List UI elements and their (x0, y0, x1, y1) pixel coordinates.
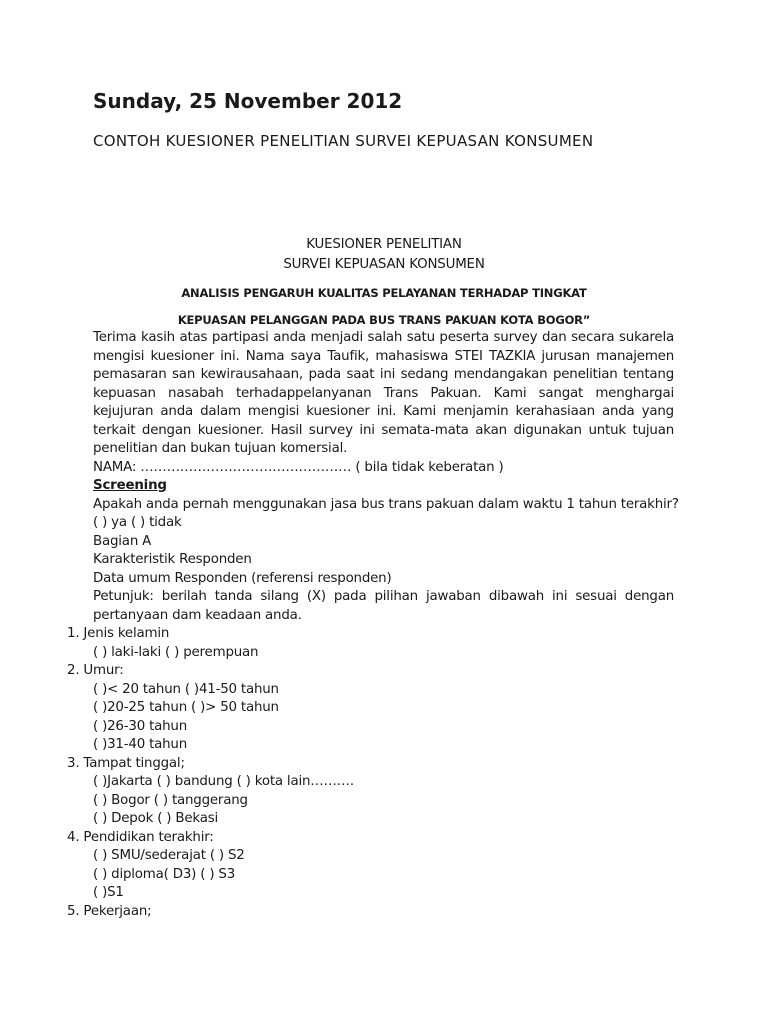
screening-question: Apakah anda pernah menggunakan jasa bus trans pakuan dalam waktu 1 tahun terakhir? (93, 497, 679, 512)
screening-heading: Screening (93, 478, 167, 493)
instruction-line: pertanyaan dam keadaan anda. (93, 608, 302, 623)
section-label: Bagian A (93, 534, 152, 549)
question-options: ( ) SMU/sederajat ( ) S2 (93, 848, 245, 863)
intro-line: Terima kasih atas partipasi anda menjadi salah satu peserta survey dan secara sukarela (93, 330, 674, 345)
question-options: ( )20-25 tahun ( )> 50 tahun (93, 700, 279, 715)
section-subtitle: Karakteristik Responden (93, 552, 252, 567)
question-label: 1. Jenis kelamin (67, 626, 170, 641)
question-options: ( ) diploma( D3) ( ) S3 (93, 867, 236, 882)
heading-kuesioner: KUESIONER PENELITIAN (306, 237, 462, 252)
screening-options: ( ) ya ( ) tidak (93, 515, 182, 530)
heading-survei: SURVEI KEPUASAN KONSUMEN (283, 257, 485, 272)
intro-line: kepuasan nasabah terhadappelanyanan Trans Pakuan. Kami sangat menghargai (93, 386, 674, 401)
heading-analisis: ANALISIS PENGARUH KUALITAS PELAYANAN TERHADAP TINGKAT (181, 286, 587, 300)
question-options: ( )26-30 tahun (93, 719, 187, 734)
post-title: CONTOH KUESIONER PENELITIAN SURVEI KEPUASAN KONSUMEN (93, 132, 594, 150)
question-label: 2. Umur: (67, 663, 124, 678)
intro-line: penelitian dan bukan tujuan komersial. (93, 441, 348, 456)
question-options: ( )31-40 tahun (93, 737, 187, 752)
intro-line: terkait dengan kuesioner. Hasil survey ini semata-mata akan digunakan untuk tujuan (93, 423, 674, 438)
section-description: Data umum Responden (referensi responden) (93, 571, 392, 586)
instruction-line: Petunjuk: berilah tanda silang (X) pada pilihan jawaban dibawah ini sesuai dengan (93, 589, 674, 604)
question-options: ( )Jakarta ( ) bandung ( ) kota lain………. (93, 774, 354, 789)
heading-kepuasan: KEPUASAN PELANGGAN PADA BUS TRANS PAKUAN KOTA BOGOR” (177, 313, 591, 327)
intro-line: pemasaran san kewirausahaan, pada saat ini sedang mendangakan penelitian tentang (93, 367, 674, 382)
intro-line: kejujuran anda dalam mengisi kuesioner ini. Kami menjamin kerahasiaan anda yang (93, 404, 674, 419)
question-label: 5. Pekerjaan; (67, 904, 152, 919)
question-options: ( ) Bogor ( ) tanggerang (93, 793, 248, 808)
intro-line: mengisi kuesioner ini. Nama saya Taufik, mahasiswa STEI TAZKIA jurusan manajemen (93, 349, 674, 364)
nama-field: NAMA: ………………………………………… ( bila tidak keberatan ) (93, 460, 504, 475)
question-label: 3. Tampat tinggal; (67, 756, 185, 771)
question-options: ( )S1 (93, 885, 124, 900)
question-options: ( )< 20 tahun ( )41-50 tahun (93, 682, 279, 697)
question-options: ( ) laki-laki ( ) perempuan (93, 645, 259, 660)
post-date: Sunday, 25 November 2012 (93, 89, 403, 113)
question-options: ( ) Depok ( ) Bekasi (93, 811, 219, 826)
question-label: 4. Pendidikan terakhir: (67, 830, 214, 845)
